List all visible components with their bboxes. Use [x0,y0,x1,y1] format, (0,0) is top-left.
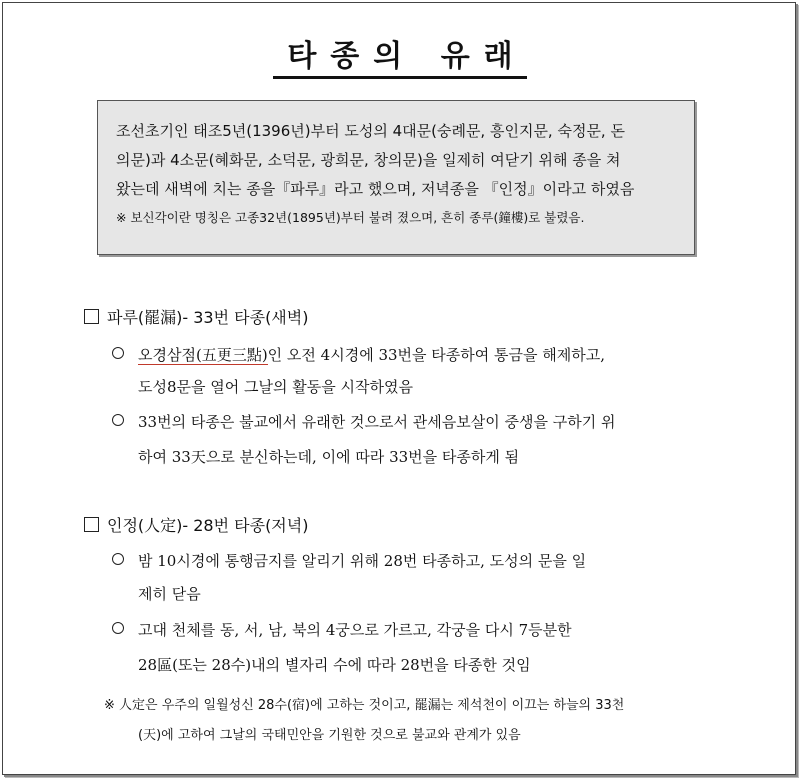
bullet-text-highlight: 오경삼점(五更三點) [138,346,268,364]
circle-bullet-icon [112,414,124,426]
footnote-line-2: (天)에 고하여 그날의 국태민안을 기원한 것으로 불교와 관계가 있음 [138,728,521,743]
page-title-wrap [0,38,800,79]
section-heading-paru-text: 파루(罷漏)- 33번 타종(새벽) [107,308,309,327]
summary-line-1: 조선초기인 태조5년(1396년)부터 도성의 4대문(숭례문, 흥인지문, 숙정문, 돈 [116,122,625,140]
bullet-continuation: 도성8문을 열어 그날의 활동을 시작하였음 [138,378,413,396]
list-item [112,550,586,571]
footnote-line-1: ※ 人定은 우주의 일월성신 28수(宿)에 고하는 것이고, 罷漏는 제석천이 이끄는 하늘의 33천 [104,698,625,713]
list-item [112,411,615,432]
summary-line-3: 왔는데 새벽에 치는 종을『파루』라고 했으며, 저녁종을 『인정』이라고 하였음 [116,180,635,198]
circle-bullet-icon [112,347,124,359]
bullet-text: 인 오전 4시경에 33번을 타종하여 통금을 해제하고, [267,346,605,364]
checkbox-icon [84,517,99,532]
summary-note: ※ 보신각이란 명칭은 고종32년(1895년)부터 불려 졌으며, 흔히 종루(鐘樓)로 불렸음. [116,210,585,225]
bullet-text: 고대 천체를 동, 서, 남, 북의 4궁으로 가르고, 각궁을 다시 7등분한 [138,621,572,639]
section-heading-paru [84,305,308,328]
section-heading-injeong-text: 인정(人定)- 28번 타종(저녁) [107,516,309,535]
summary-line-2: 의문)과 4소문(혜화문, 소덕문, 광희문, 창의문)을 일제히 여닫기 위해 종을 쳐 [116,151,621,169]
list-item [112,619,572,640]
summary-box [97,100,695,255]
list-item [112,344,605,365]
bullet-continuation: 하여 33天으로 분신하는데, 이에 따라 33번을 타종하게 됨 [138,448,520,466]
bullet-text: 33번의 타종은 불교에서 유래한 것으로서 관세음보살이 중생을 구하기 위 [138,413,616,431]
bullet-continuation: 제히 닫음 [138,585,201,603]
page-title: 타종의 유래 [273,38,526,79]
section-heading-injeong [84,513,308,536]
bullet-text: 밤 10시경에 통행금지를 알리기 위해 28번 타종하고, 도성의 문을 일 [138,552,587,570]
circle-bullet-icon [112,622,124,634]
circle-bullet-icon [112,553,124,565]
bullet-continuation: 28區(또는 28수)내의 별자리 수에 따라 28번을 타종한 것임 [138,656,531,674]
checkbox-icon [84,309,99,324]
